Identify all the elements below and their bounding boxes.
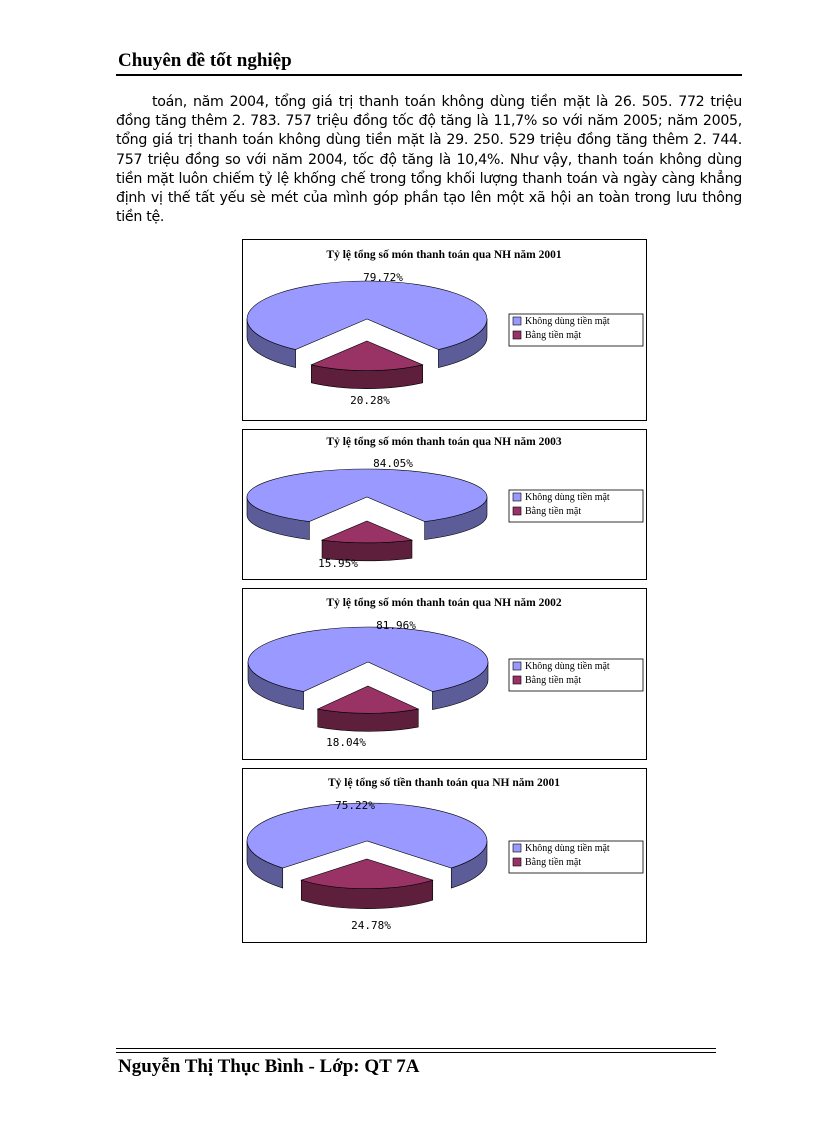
legend-label: Bằng tiền mặt <box>525 330 582 341</box>
data-label: 18.04% <box>326 736 366 749</box>
legend-label: Bằng tiền mặt <box>525 506 582 517</box>
pie-chart-svg <box>243 240 646 420</box>
legend-label: Không dùng tiền mặt <box>525 316 610 327</box>
chart-legend <box>509 841 643 873</box>
slice-non-cash <box>248 627 488 692</box>
header-title: Chuyên đề tốt nghiệp <box>118 50 292 71</box>
footer-rule <box>116 1048 716 1049</box>
legend-swatch <box>513 662 521 670</box>
legend-swatch <box>513 844 521 852</box>
pie-chart-1 <box>242 239 647 421</box>
footer-rule-thin <box>116 1052 716 1053</box>
page-header <box>116 48 742 76</box>
data-label: 81.96% <box>376 619 416 632</box>
chart-legend <box>509 314 643 346</box>
pie-chart-svg <box>243 769 646 942</box>
legend-swatch <box>513 676 521 684</box>
legend-swatch <box>513 331 521 339</box>
legend-swatch <box>513 507 521 515</box>
chart-legend <box>509 490 643 522</box>
chart-title: Tỷ lệ tổng số món thanh toán qua NH năm 2002 <box>326 597 562 609</box>
chart-legend <box>509 659 643 691</box>
legend-label: Bằng tiền mặt <box>525 857 582 868</box>
data-label: 84.05% <box>373 457 413 470</box>
pie-chart-4 <box>242 768 647 943</box>
legend-label: Bằng tiền mặt <box>525 675 582 686</box>
pie-chart-svg <box>243 589 646 759</box>
footer-author: Nguyễn Thị Thục Bình - Lớp: QT 7A <box>118 1056 420 1077</box>
legend-label: Không dùng tiền mặt <box>525 843 610 854</box>
legend-swatch <box>513 317 521 325</box>
pie-chart-3 <box>242 588 647 760</box>
legend-label: Không dùng tiền mặt <box>525 492 610 503</box>
slice-non-cash <box>247 281 487 350</box>
chart-title: Tỷ lệ tổng số món thanh toán qua NH năm 2001 <box>326 249 562 261</box>
chart-title: Tỷ lệ tổng số tiền thanh toán qua NH năm 2001 <box>328 777 560 789</box>
slice-cash <box>318 686 419 713</box>
slice-cash <box>322 521 412 543</box>
data-label: 24.78% <box>351 919 391 932</box>
slice-cash <box>301 859 432 889</box>
legend-swatch <box>513 493 521 501</box>
chart-title: Tỷ lệ tổng số món thanh toán qua NH năm 2003 <box>326 436 562 448</box>
data-label: 79.72% <box>363 271 403 284</box>
legend-label: Không dùng tiền mặt <box>525 661 610 672</box>
legend-swatch <box>513 858 521 866</box>
pie-chart-svg <box>243 430 646 579</box>
body-paragraph: toán, năm 2004, tổng giá trị thanh toán không dùng tiền mặt là 26. 505. 772 triệu đồng tăng thêm 2. 783. 757 triệu đồng tốc độ tăng là 11,7% so với năm 2005; năm 2005, tổng giá trị thanh toán không dùng tiền mặt là 29. 250. 529 triệu đồng tăng thêm 2. 744. 757 triệu đồng so với năm 2004, tốc độ tăng là 10,4%. Như vậy, thanh toán không dùng tiền mặt luôn chiếm tỷ lệ khống chế trong tổng khối lượng thanh toán và ngày càng khẳng định vị thế tất yếu sè mét của mình góp phần tạo lên một xã hội an toàn trong lưu thông tiền tệ. <box>116 94 742 226</box>
slice-cash <box>311 341 422 371</box>
pie-chart-2 <box>242 429 647 580</box>
data-label: 15.95% <box>318 557 358 570</box>
slice-non-cash <box>247 803 487 868</box>
data-label: 75.22% <box>335 799 375 812</box>
slice-non-cash <box>247 469 487 522</box>
data-label: 20.28% <box>350 394 390 407</box>
